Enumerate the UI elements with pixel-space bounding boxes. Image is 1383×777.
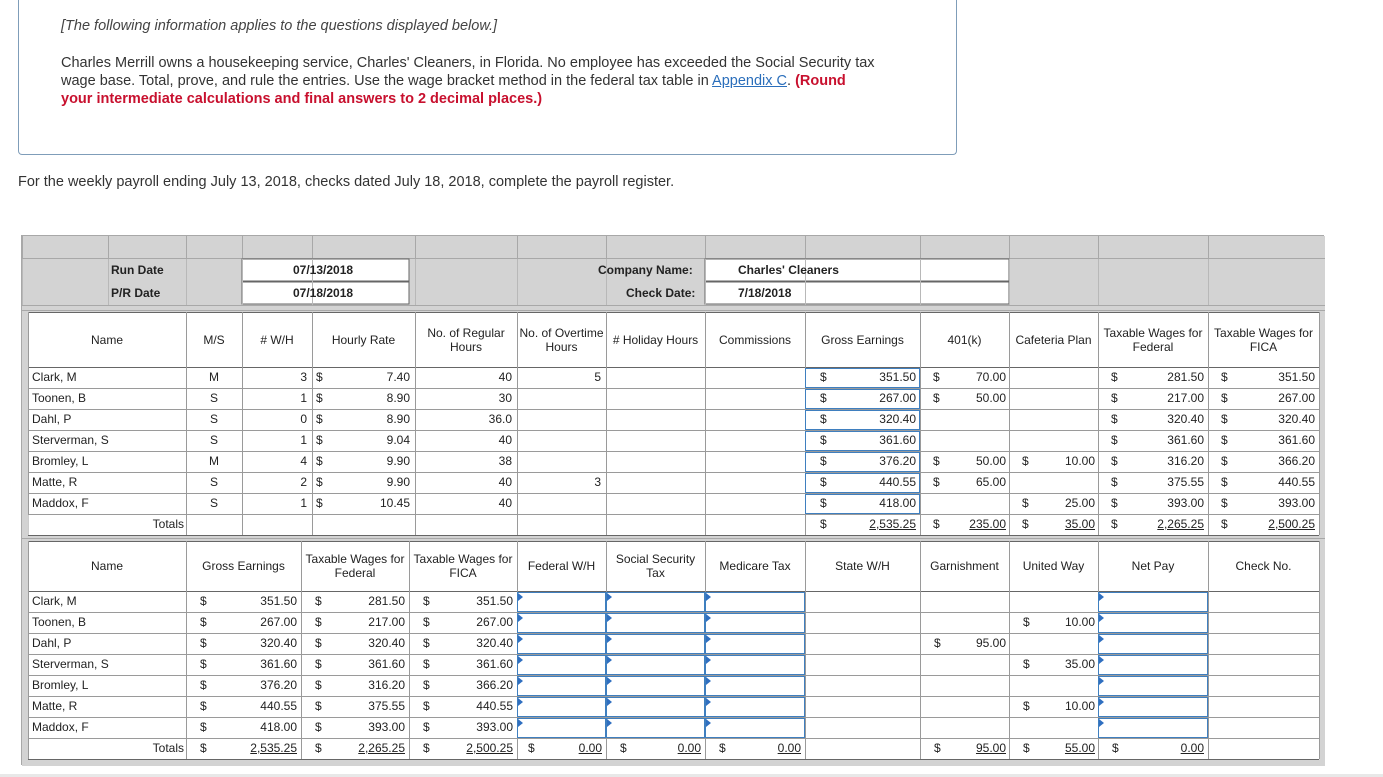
top-tfica-cell: 366.20 [1278, 454, 1315, 468]
currency-sign: $ [1221, 475, 1228, 489]
top-reg-hours-cell: 36.0 [488, 412, 512, 426]
currency-sign: $ [1221, 412, 1228, 426]
top-ms-cell: S [209, 433, 218, 447]
currency-sign: $ [200, 615, 207, 629]
top-reg-hours-cell: 38 [498, 454, 512, 468]
net-pay-input[interactable] [1098, 655, 1208, 675]
net-pay-input[interactable] [1098, 634, 1208, 654]
bottom-tfed-cell: 393.00 [368, 720, 405, 734]
currency-sign: $ [820, 454, 827, 468]
currency-sign: $ [1221, 454, 1228, 468]
input-indicator-icon [607, 698, 612, 706]
bottom-name-cell: Bromley, L [32, 678, 89, 692]
top-name-cell: Sterverman, S [32, 433, 109, 447]
bottom-garnishment-cell: 95.00 [975, 636, 1006, 650]
bottom-name-cell: Clark, M [32, 594, 77, 608]
run-date-value: 07/13/2018 [293, 263, 354, 277]
medicare-tax-input[interactable] [705, 676, 805, 696]
input-indicator-icon [518, 635, 523, 643]
currency-sign: $ [820, 496, 827, 510]
top-name-cell: Maddox, F [32, 496, 89, 510]
bottom-tfica-cell: 366.20 [476, 678, 513, 692]
currency-sign: $ [1111, 412, 1118, 426]
federal-wh-input[interactable] [517, 592, 606, 612]
federal-wh-input[interactable] [517, 697, 606, 717]
top-rate-cell: 7.40 [386, 370, 410, 384]
social-security-tax-input[interactable] [606, 697, 705, 717]
bottom-united-way-cell: 10.00 [1064, 615, 1095, 629]
currency-sign: $ [316, 370, 323, 384]
top-col-header-gross-earnings: Gross Earnings [821, 332, 904, 347]
currency-sign: $ [200, 678, 207, 692]
top-col-header-holiday-hours: # Holiday Hours [612, 332, 699, 347]
top-tfed-cell: 375.55 [1167, 475, 1204, 489]
input-indicator-icon [1099, 656, 1104, 664]
currency-sign: $ [1112, 741, 1119, 755]
bottom-tfica-cell: 393.00 [476, 720, 513, 734]
currency-sign: $ [1111, 517, 1118, 531]
net-pay-input[interactable] [1098, 592, 1208, 612]
top-gross-cell: 376.20 [879, 454, 916, 468]
bottom-name-cell: Sterverman, S [32, 657, 109, 671]
top-wh-cell: 4 [300, 454, 307, 468]
currency-sign: $ [200, 657, 207, 671]
currency-sign: $ [933, 454, 940, 468]
bottom-col-header-state-wh: State W/H [835, 559, 890, 573]
top-ot-hours-cell: 3 [594, 475, 601, 489]
pr-date-label: P/R Date [111, 286, 161, 300]
rounding-note: (Round your intermediate calculations and final answers to 2 decimal places.) [61, 73, 846, 107]
bottom-total-tfica: 2,500.25 [466, 741, 513, 755]
top-tfica-cell: 320.40 [1278, 412, 1315, 426]
currency-sign: $ [528, 741, 535, 755]
currency-sign: $ [315, 741, 322, 755]
check-date-value: 7/18/2018 [738, 286, 792, 300]
top-rate-cell: 8.90 [386, 391, 410, 405]
top-wh-cell: 1 [300, 433, 307, 447]
currency-sign: $ [316, 454, 323, 468]
bottom-col-header-net-pay: Net Pay [1131, 559, 1175, 573]
currency-sign: $ [316, 412, 323, 426]
period: . [787, 73, 792, 89]
top-ot-hours-cell: 5 [594, 370, 601, 384]
top-tfed-cell: 361.60 [1167, 433, 1204, 447]
currency-sign: $ [1111, 433, 1118, 447]
top-ot-hours-cell [517, 391, 601, 405]
bottom-tfica-cell: 361.60 [476, 657, 513, 671]
top-ms-cell: S [209, 496, 218, 510]
top-col-header-commissions: Commissions [718, 332, 791, 347]
bottom-col-header-social-security-tax: Social Security Tax [615, 552, 696, 580]
currency-sign: $ [1111, 454, 1118, 468]
currency-sign: $ [934, 636, 941, 650]
bottom-col-header-medicare-tax: Medicare Tax [719, 559, 791, 573]
bottom-tfed-cell: 217.00 [368, 615, 405, 629]
bottom-gross-cell: 267.00 [260, 615, 297, 629]
social-security-tax-input[interactable] [606, 613, 705, 633]
company-name-value: Charles' Cleaners [738, 263, 839, 277]
top-rate-cell: 9.90 [386, 454, 410, 468]
top-reg-hours-cell: 40 [498, 496, 512, 510]
instructions-panel [18, 0, 957, 155]
input-indicator-icon [607, 635, 612, 643]
input-indicator-icon [706, 677, 711, 685]
bottom-total-united-way: 55.00 [1064, 741, 1095, 755]
check-date-label: Check Date: [626, 286, 696, 300]
currency-sign: $ [316, 496, 323, 510]
net-pay-input[interactable] [1098, 676, 1208, 696]
top-tfica-cell: 267.00 [1278, 391, 1315, 405]
bottom-total-tfed: 2,265.25 [358, 741, 405, 755]
currency-sign: $ [1111, 391, 1118, 405]
top-col-header-cafeteria-plan: Cafeteria Plan [1015, 332, 1092, 347]
input-indicator-icon [518, 677, 523, 685]
bottom-name-cell: Dahl, P [32, 636, 72, 650]
top-gross-cell: 440.55 [879, 475, 916, 489]
bottom-totals-label: Totals [152, 741, 184, 755]
currency-sign: $ [423, 636, 430, 650]
bottom-united-way-cell: 10.00 [1064, 699, 1095, 713]
top-tfica-cell: 361.60 [1278, 433, 1315, 447]
input-indicator-icon [706, 719, 711, 727]
top-k401-cell: 50.00 [975, 454, 1006, 468]
top-ms-cell: S [209, 391, 218, 405]
top-col-header-taxable-fed: Taxable Wages for Federal [1103, 325, 1203, 354]
top-tfed-cell: 320.40 [1167, 412, 1204, 426]
currency-sign: $ [820, 370, 827, 384]
social-security-tax-input[interactable] [606, 655, 705, 675]
input-indicator-icon [706, 593, 711, 601]
top-k401-cell: 50.00 [975, 391, 1006, 405]
bottom-total-ss-tax: 0.00 [677, 741, 701, 755]
currency-sign: $ [315, 636, 322, 650]
currency-sign: $ [1221, 433, 1228, 447]
currency-sign: $ [423, 615, 430, 629]
top-tfed-cell: 217.00 [1167, 391, 1204, 405]
currency-sign: $ [316, 475, 323, 489]
net-pay-input[interactable] [1098, 697, 1208, 717]
top-ot-hours-cell [517, 454, 601, 468]
currency-sign: $ [820, 475, 827, 489]
top-ot-hours-cell [517, 496, 601, 510]
currency-sign: $ [620, 741, 627, 755]
medicare-tax-input[interactable] [705, 655, 805, 675]
task-instruction: For the weekly payroll ending July 13, 2018, checks dated July 18, 2018, complete the payroll register. [18, 174, 675, 190]
bottom-total-net-pay: 0.00 [1180, 741, 1204, 755]
bottom-col-header-united-way: United Way [1022, 559, 1085, 573]
currency-sign: $ [1111, 475, 1118, 489]
top-ms-cell: S [209, 475, 218, 489]
social-security-tax-input[interactable] [606, 592, 705, 612]
currency-sign: $ [423, 720, 430, 734]
input-indicator-icon [518, 698, 523, 706]
top-caf-cell: 10.00 [1064, 454, 1095, 468]
input-indicator-icon [1099, 614, 1104, 622]
top-col-header-name: Name [90, 332, 123, 347]
top-tfed-cell: 281.50 [1167, 370, 1204, 384]
top-col-header-ms: M/S [203, 332, 225, 347]
bottom-tfed-cell: 361.60 [368, 657, 405, 671]
currency-sign: $ [1221, 370, 1228, 384]
currency-sign: $ [200, 741, 207, 755]
social-security-tax-input[interactable] [606, 676, 705, 696]
top-rate-cell: 10.45 [379, 496, 410, 510]
input-indicator-icon [706, 698, 711, 706]
federal-wh-input[interactable] [517, 718, 606, 738]
input-indicator-icon [607, 656, 612, 664]
currency-sign: $ [423, 657, 430, 671]
top-gross-cell: 320.40 [879, 412, 916, 426]
currency-sign: $ [315, 657, 322, 671]
currency-sign: $ [423, 594, 430, 608]
top-total-gross: 2,535.25 [869, 517, 916, 531]
top-col-header-k401: 401(k) [947, 332, 982, 347]
top-rate-cell: 9.90 [386, 475, 410, 489]
bottom-col-header-taxable-fica: Taxable Wages for FICA [413, 552, 513, 580]
currency-sign: $ [933, 517, 940, 531]
currency-sign: $ [316, 391, 323, 405]
input-indicator-icon [1099, 677, 1104, 685]
currency-sign: $ [820, 412, 827, 426]
input-indicator-icon [1099, 635, 1104, 643]
federal-wh-input[interactable] [517, 676, 606, 696]
bottom-gross-cell: 361.60 [260, 657, 297, 671]
top-ms-cell: M [209, 370, 219, 384]
currency-sign: $ [1221, 496, 1228, 510]
currency-sign: $ [316, 433, 323, 447]
social-security-tax-input[interactable] [606, 718, 705, 738]
top-name-cell: Bromley, L [32, 454, 89, 468]
top-rate-cell: 9.04 [386, 433, 410, 447]
currency-sign: $ [315, 720, 322, 734]
currency-sign: $ [200, 699, 207, 713]
problem-text [61, 54, 881, 108]
payroll-register [21, 235, 1324, 765]
federal-wh-input[interactable] [517, 655, 606, 675]
currency-sign: $ [315, 594, 322, 608]
currency-sign: $ [423, 678, 430, 692]
top-tfica-cell: 351.50 [1278, 370, 1315, 384]
top-col-header-wh: # W/H [260, 332, 294, 347]
top-gross-cell: 267.00 [879, 391, 916, 405]
bottom-col-header-garnishment: Garnishment [930, 559, 999, 573]
currency-sign: $ [1111, 496, 1118, 510]
top-caf-cell: 25.00 [1064, 496, 1095, 510]
currency-sign: $ [1022, 517, 1029, 531]
net-pay-input[interactable] [1098, 718, 1208, 738]
top-ms-cell: M [209, 454, 219, 468]
bottom-col-header-check-no: Check No. [1235, 559, 1292, 573]
top-total-caf: 35.00 [1064, 517, 1095, 531]
top-gross-cell: 361.60 [879, 433, 916, 447]
bottom-tfed-cell: 281.50 [368, 594, 405, 608]
top-reg-hours-cell: 40 [498, 370, 512, 384]
bottom-tfica-cell: 440.55 [476, 699, 513, 713]
input-indicator-icon [607, 593, 612, 601]
top-k401-cell: 70.00 [975, 370, 1006, 384]
currency-sign: $ [933, 370, 940, 384]
currency-sign: $ [934, 741, 941, 755]
top-col-header-rate: Hourly Rate [331, 332, 396, 347]
currency-sign: $ [200, 636, 207, 650]
top-ot-hours-cell [517, 412, 601, 426]
bottom-tfica-cell: 320.40 [476, 636, 513, 650]
currency-sign: $ [1023, 699, 1030, 713]
medicare-tax-input[interactable] [705, 697, 805, 717]
medicare-tax-input[interactable] [705, 613, 805, 633]
currency-sign: $ [423, 741, 430, 755]
top-total-tfica: 2,500.25 [1268, 517, 1315, 531]
top-reg-hours-cell: 40 [498, 433, 512, 447]
top-wh-cell: 3 [300, 370, 307, 384]
top-gross-cell: 351.50 [879, 370, 916, 384]
top-name-cell: Matte, R [32, 475, 78, 489]
input-indicator-icon [1099, 698, 1104, 706]
top-total-tfed: 2,265.25 [1157, 517, 1204, 531]
bottom-gross-cell: 376.20 [260, 678, 297, 692]
input-indicator-icon [1099, 593, 1104, 601]
top-totals-label: Totals [152, 517, 184, 531]
currency-sign: $ [1111, 370, 1118, 384]
input-indicator-icon [607, 677, 612, 685]
bottom-tfica-cell: 351.50 [476, 594, 513, 608]
top-wh-cell: 2 [300, 475, 307, 489]
currency-sign: $ [423, 699, 430, 713]
company-name-label: Company Name: [598, 263, 693, 277]
problem-body: Charles Merrill owns a housekeeping service, Charles' Cleaners, in Florida. No employee has exceeded the Social Security tax wage base. Total, prove, and rule the entries. Use the wage bracket method in the federal tax table in [61, 55, 875, 89]
currency-sign: $ [1221, 517, 1228, 531]
bottom-name-cell: Maddox, F [32, 720, 89, 734]
input-indicator-icon [518, 656, 523, 664]
currency-sign: $ [820, 433, 827, 447]
input-indicator-icon [518, 719, 523, 727]
top-col-header-ot-hours: No. of Overtime Hours [519, 325, 604, 354]
input-indicator-icon [607, 614, 612, 622]
bottom-gross-cell: 320.40 [260, 636, 297, 650]
bottom-gross-cell: 418.00 [260, 720, 297, 734]
top-name-cell: Dahl, P [32, 412, 72, 426]
top-tfica-cell: 393.00 [1278, 496, 1315, 510]
top-wh-cell: 0 [300, 412, 307, 426]
bottom-total-federal-wh: 0.00 [578, 741, 602, 755]
top-reg-hours-cell: 40 [498, 475, 512, 489]
currency-sign: $ [200, 720, 207, 734]
bottom-tfica-cell: 267.00 [476, 615, 513, 629]
input-indicator-icon [706, 656, 711, 664]
top-col-header-taxable-fica: Taxable Wages for FICA [1214, 325, 1313, 354]
currency-sign: $ [933, 391, 940, 405]
currency-sign: $ [315, 615, 322, 629]
bottom-col-header-federal-wh: Federal W/H [527, 559, 596, 573]
top-wh-cell: 1 [300, 496, 307, 510]
currency-sign: $ [315, 699, 322, 713]
top-name-cell: Toonen, B [32, 391, 87, 405]
currency-sign: $ [1023, 741, 1030, 755]
top-rate-cell: 8.90 [386, 412, 410, 426]
bottom-gross-cell: 351.50 [260, 594, 297, 608]
bottom-gross-cell: 440.55 [260, 699, 297, 713]
bottom-col-header-taxable-fed: Taxable Wages for Federal [305, 552, 405, 580]
bottom-tfed-cell: 320.40 [368, 636, 405, 650]
bottom-name-cell: Matte, R [32, 699, 78, 713]
input-indicator-icon [518, 614, 523, 622]
bottom-tfed-cell: 316.20 [368, 678, 405, 692]
currency-sign: $ [933, 475, 940, 489]
top-col-header-reg-hours: No. of Regular Hours [427, 325, 505, 354]
input-indicator-icon [706, 614, 711, 622]
currency-sign: $ [719, 741, 726, 755]
bottom-total-garnishment: 95.00 [975, 741, 1006, 755]
bottom-tfed-cell: 375.55 [368, 699, 405, 713]
currency-sign: $ [315, 678, 322, 692]
medicare-tax-input[interactable] [705, 634, 805, 654]
input-indicator-icon [518, 593, 523, 601]
info-note: [The following information applies to the questions displayed below.] [61, 18, 498, 34]
bottom-col-header-name: Name [90, 559, 123, 573]
bottom-name-cell: Toonen, B [32, 615, 87, 629]
social-security-tax-input[interactable] [606, 634, 705, 654]
bottom-col-header-gross-earnings: Gross Earnings [202, 559, 285, 573]
top-gross-cell: 418.00 [879, 496, 916, 510]
currency-sign: $ [1022, 496, 1029, 510]
top-tfed-cell: 393.00 [1167, 496, 1204, 510]
medicare-tax-input[interactable] [705, 718, 805, 738]
bottom-united-way-cell: 35.00 [1064, 657, 1095, 671]
top-reg-hours-cell: 30 [498, 391, 512, 405]
top-ms-cell: S [209, 412, 218, 426]
currency-sign: $ [820, 391, 827, 405]
currency-sign: $ [1221, 391, 1228, 405]
input-indicator-icon [1099, 719, 1104, 727]
top-tfica-cell: 440.55 [1278, 475, 1315, 489]
net-pay-input[interactable] [1098, 613, 1208, 633]
federal-wh-input[interactable] [517, 613, 606, 633]
top-ot-hours-cell [517, 433, 601, 447]
currency-sign: $ [1023, 657, 1030, 671]
input-indicator-icon [607, 719, 612, 727]
top-total-k401: 235.00 [969, 517, 1006, 531]
pr-date-value: 07/18/2018 [293, 286, 354, 300]
medicare-tax-input[interactable] [705, 592, 805, 612]
currency-sign: $ [1023, 615, 1030, 629]
bottom-total-gross: 2,535.25 [250, 741, 297, 755]
top-wh-cell: 1 [300, 391, 307, 405]
top-name-cell: Clark, M [32, 370, 77, 384]
run-date-label: Run Date [111, 263, 164, 277]
top-tfed-cell: 316.20 [1167, 454, 1204, 468]
currency-sign: $ [1022, 454, 1029, 468]
federal-wh-input[interactable] [517, 634, 606, 654]
bottom-total-medicare: 0.00 [777, 741, 801, 755]
input-indicator-icon [706, 635, 711, 643]
currency-sign: $ [820, 517, 827, 531]
appendix-c-link[interactable]: Appendix C [712, 73, 787, 89]
currency-sign: $ [200, 594, 207, 608]
top-k401-cell: 65.00 [975, 475, 1006, 489]
